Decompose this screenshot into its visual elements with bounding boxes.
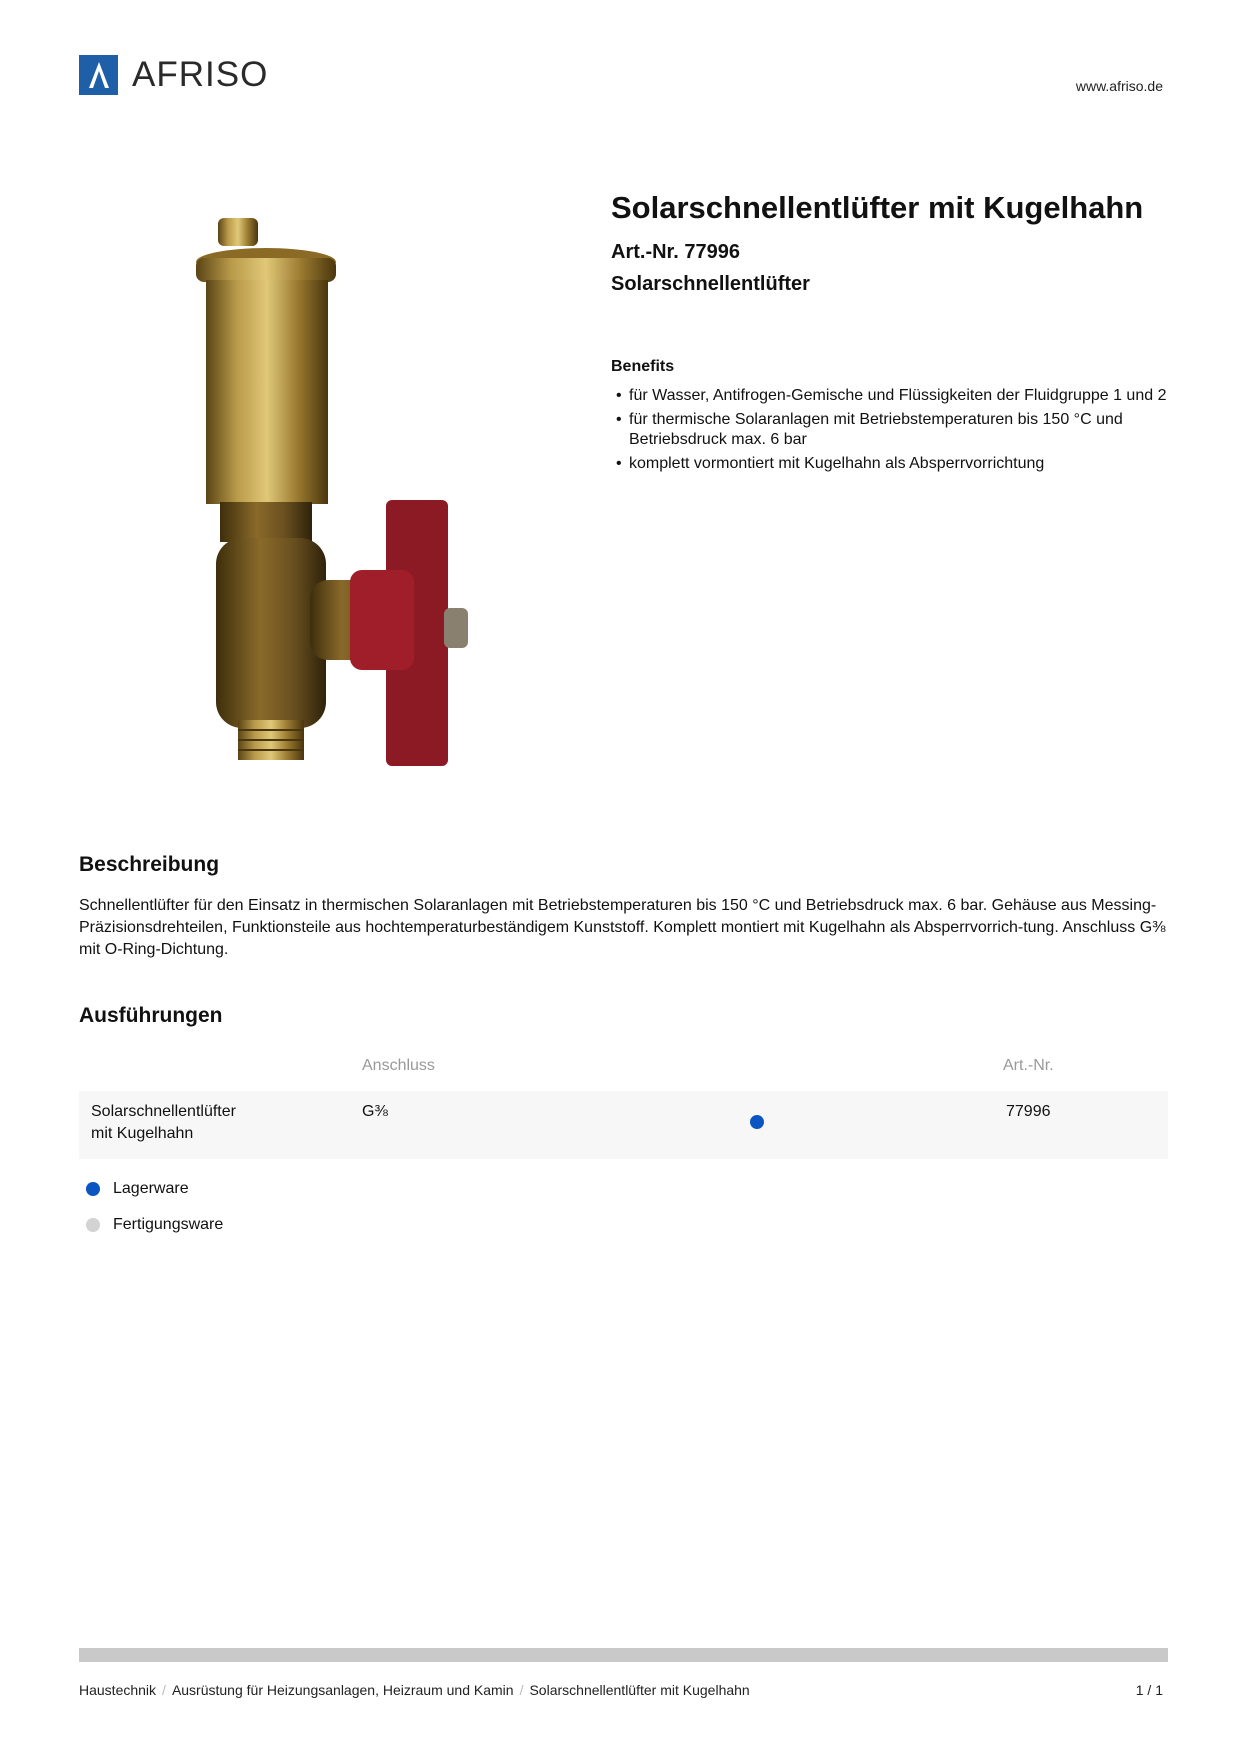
legend-stock-label: Lagerware <box>113 1180 189 1197</box>
stock-dot-icon <box>86 1182 100 1196</box>
product-subtitle: Solarschnellentlüfter <box>611 273 810 295</box>
column-header-art-nr: Art.-Nr. <box>1003 1057 1054 1074</box>
variants-table <box>79 1051 1168 1159</box>
variant-name-line2: mit Kugelhahn <box>91 1125 194 1142</box>
breadcrumb-separator: / <box>162 1682 166 1698</box>
legend-made-to-order-label: Fertigungsware <box>113 1216 224 1233</box>
description-heading: Beschreibung <box>79 853 220 876</box>
website-link[interactable]: www.afriso.de <box>1075 78 1163 94</box>
column-header-connection: Anschluss <box>362 1057 435 1074</box>
benefit-item: • komplett vormontiert mit Kugelhahn als Absperrvorrichtung <box>611 454 1171 474</box>
variant-art-nr: 77996 <box>1006 1103 1051 1120</box>
benefits-section <box>611 356 1171 478</box>
page-number: 1 / 1 <box>1135 1682 1163 1698</box>
variant-name <box>91 1101 236 1145</box>
variant-connection: G⅜ <box>362 1103 388 1120</box>
variant-name-line1: Solarschnellentlüfter <box>91 1103 236 1120</box>
benefit-item: • für thermische Solaranlagen mit Betriebstemperaturen bis 150 °C und Betriebsdruck max. 6 bar <box>611 410 1171 450</box>
made-to-order-dot-icon <box>86 1218 100 1232</box>
availability-legend <box>86 1178 223 1250</box>
article-number: Art.-Nr. 77996 <box>611 241 740 263</box>
benefit-item: • für Wasser, Antifrogen-Gemische und Flüssigkeiten der Fluidgruppe 1 und 2 <box>611 386 1171 406</box>
description-text: Schnellentlüfter für den Einsatz in thermischen Solaranlagen mit Betriebstemperaturen bis 150 °C und Betriebsdruck max. 6 bar. Gehäuse aus Messing-Präzisionsdrehteilen, Funktionsteile aus hochtemperaturbeständigem Kunststoff. Komplett montiert mit Kugelhahn als Absperrvorrich-tung. Anschluss G⅜ mit O-Ring-Dichtung. <box>79 897 1166 958</box>
afriso-logo-icon <box>79 55 118 95</box>
legend-stock <box>86 1178 223 1200</box>
breadcrumb <box>79 1682 750 1698</box>
availability-dot <box>750 1114 764 1136</box>
benefits-list <box>611 386 1171 474</box>
breadcrumb-separator: / <box>519 1682 524 1698</box>
breadcrumb-item[interactable]: Ausrüstung für Heizungsanlagen, Heizraum und Kamin <box>171 1682 514 1698</box>
brand-name: AFRISO <box>132 55 269 94</box>
product-image <box>150 200 520 780</box>
breadcrumb-item-current: Solarschnellentlüfter mit Kugelhahn <box>529 1682 750 1698</box>
product-title: Solarschnellentlüfter mit Kugelhahn <box>611 190 1144 225</box>
table-header <box>79 1051 1168 1091</box>
product-header <box>611 188 1171 298</box>
legend-made-to-order <box>86 1214 223 1236</box>
benefits-heading: Benefits <box>611 358 675 375</box>
afriso-logo <box>79 55 268 95</box>
footer-divider <box>79 1648 1168 1662</box>
breadcrumb-item[interactable]: Haustechnik <box>79 1682 157 1698</box>
variants-heading: Ausführungen <box>79 1004 223 1027</box>
table-row[interactable] <box>79 1091 1168 1159</box>
stock-status-icon <box>750 1115 764 1129</box>
